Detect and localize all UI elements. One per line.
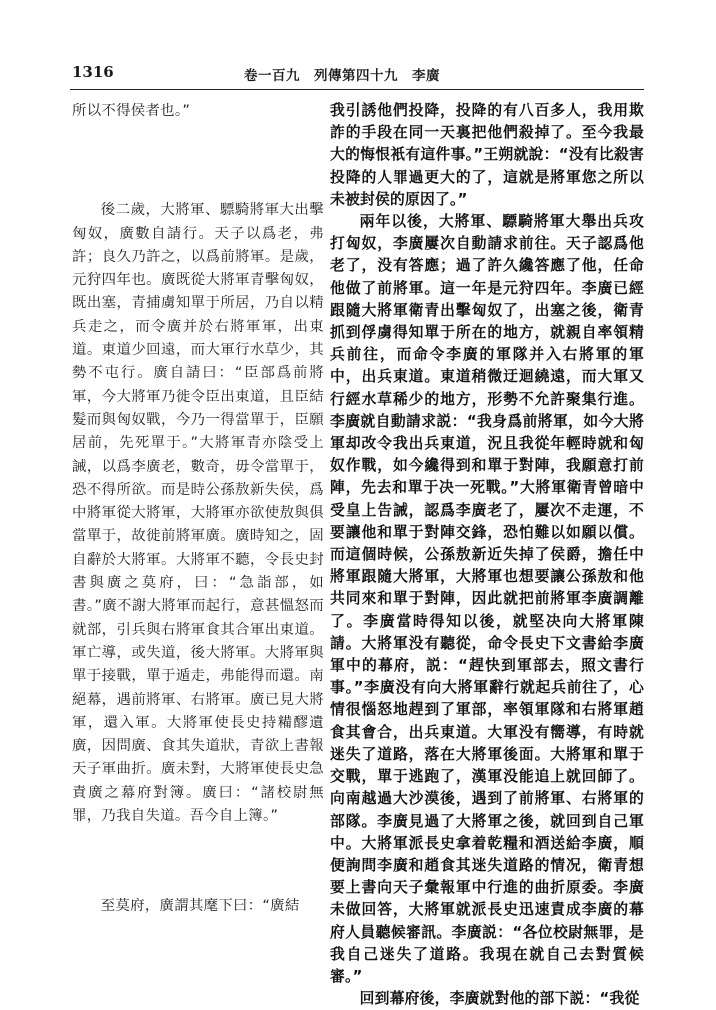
running-title: 卷一百九 列傳第四十九 李廣 (244, 68, 440, 84)
classical-text-column (72, 100, 324, 919)
header-rule (70, 89, 644, 90)
translation-paragraph-continuation: 我引誘他們投降，投降的有八百多人，我用欺詐的手段在同一天裏把他們殺掉了。至今我最大的悔恨衹有這件事。”王朔就說：“没有比殺害投降的人罪過更大的了，這就是將軍您之所以未被封侯的原因了。” (330, 102, 644, 208)
classical-paragraph-start: 至莫府，廣謂其麾下曰：“廣結 (100, 898, 300, 915)
translation-paragraph-start: 回到幕府後，李廣就對他的部下説：“我從 (359, 990, 640, 1008)
classical-paragraph-continuation: 所以不得侯者也。” (72, 103, 191, 119)
page-number: 1316 (72, 63, 114, 81)
translation-text-column (330, 100, 644, 1010)
classical-paragraph: 後二歲，大將軍、驃騎將軍大出擊匈奴，廣數自請行。天子以爲老，弗許；良久乃許之，以爲前將軍。是歲，元狩四年也。廣既從大將軍青擊匈奴，既出塞，青捕虜知單于所居，乃自以精兵走之，而令廣并於右將軍軍，出東道。東道少回遠，而大軍行水草少，其勢不屯行。廣自請曰：“臣部爲前將軍，今大將軍乃徙令臣出東道，且臣結髮而與匈奴戰，今乃一得當單于，臣願居前，先死單于。”大將軍青亦陰受上誡，以爲李廣老，數奇，毋令當單于，恐不得所欲。而是時公孫敖新失侯，爲中將軍從大將軍，大將軍亦欲使敖與俱當單于，故徙前將軍廣。廣時知之，固自辭於大將軍。大將軍不聽，令長史封書與廣之莫府，曰：“急詣部，如書。”廣不謝大將軍而起行，意甚慍怒而就部，引兵與右將軍食其合軍出東道。軍亡導，或失道，後大將軍。大將軍與單于接戰，單于遁走，弗能得而還。南絕幕，遇前將軍、右將軍。廣已見大將軍，還入軍。大將軍使長史持糒醪遺廣，因問廣、食其失道狀，青欲上書報天子軍曲折。廣未對，大將軍使長史急責廣之幕府對簿。廣曰：“諸校尉無罪，乃我自失道。吾今自上簿。” (72, 202, 324, 825)
translation-paragraph: 兩年以後，大將軍、驃騎將軍大舉出兵攻打匈奴，李廣屢次自動請求前往。天子認爲他老了，没有答應；過了許久纔答應了他，任命他做了前將軍。這一年是元狩四年。李廣已經跟隨大將軍衛青出擊匈奴了，出塞之後，衛青抓到俘虜得知單于所在的地方，就親自率領精兵前往，而命令李廣的軍隊并入右將軍的軍中，出兵東道。東道稍微迂迴繞遠，而大軍又行經水草稀少的地方，形勢不允許聚集行進。李廣就自動請求説：“我身爲前將軍，如今大將軍却改令我出兵東道，況且我從年輕時就和匈奴作戰，如今纔得到和單于對陣，我願意打前陣，先去和單于决一死戰。”大將軍衛青曾暗中受皇上告誡，認爲李廣老了，屢次不走運，不要讓他和單于對陣交鋒，恐怕難以如願以償。而這個時候，公孫敖新近失掉了侯爵，擔任中將軍跟隨大將軍，大將軍也想要讓公孫敖和他共同來和單于對陣，因此就把前將軍李廣調離了。李廣當時得知以後，就堅决向大將軍陳請。大將軍没有聽從，命令長史下文書給李廣軍中的幕府，説：“趕快到軍部去，照文書行事。”李廣没有向大將軍辭行就起兵前往了，心情很惱怒地趕到了軍部，率領軍隊和右將軍趙食其會合，出兵東道。大軍没有嚮導，有時就迷失了道路，落在大將軍後面。大將軍和單于交戰，單于逃跑了，漢軍没能追上就回師了。向南越過大沙漠後，遇到了前將軍、右將軍的部隊。李廣見過了大將軍之後，就回到自己軍中。大將軍派長史拿着乾糧和酒送給李廣，順便詢問李廣和趙食其迷失道路的情况，衛青想要上書向天子彙報軍中行進的曲折原委。李廣未做回答，大將軍就派長史迅速責成李廣的幕府人員聽候審訊。李廣説：“各位校尉無罪，是我自己迷失了道路。我現在就自己去對質候審。” (330, 213, 644, 985)
